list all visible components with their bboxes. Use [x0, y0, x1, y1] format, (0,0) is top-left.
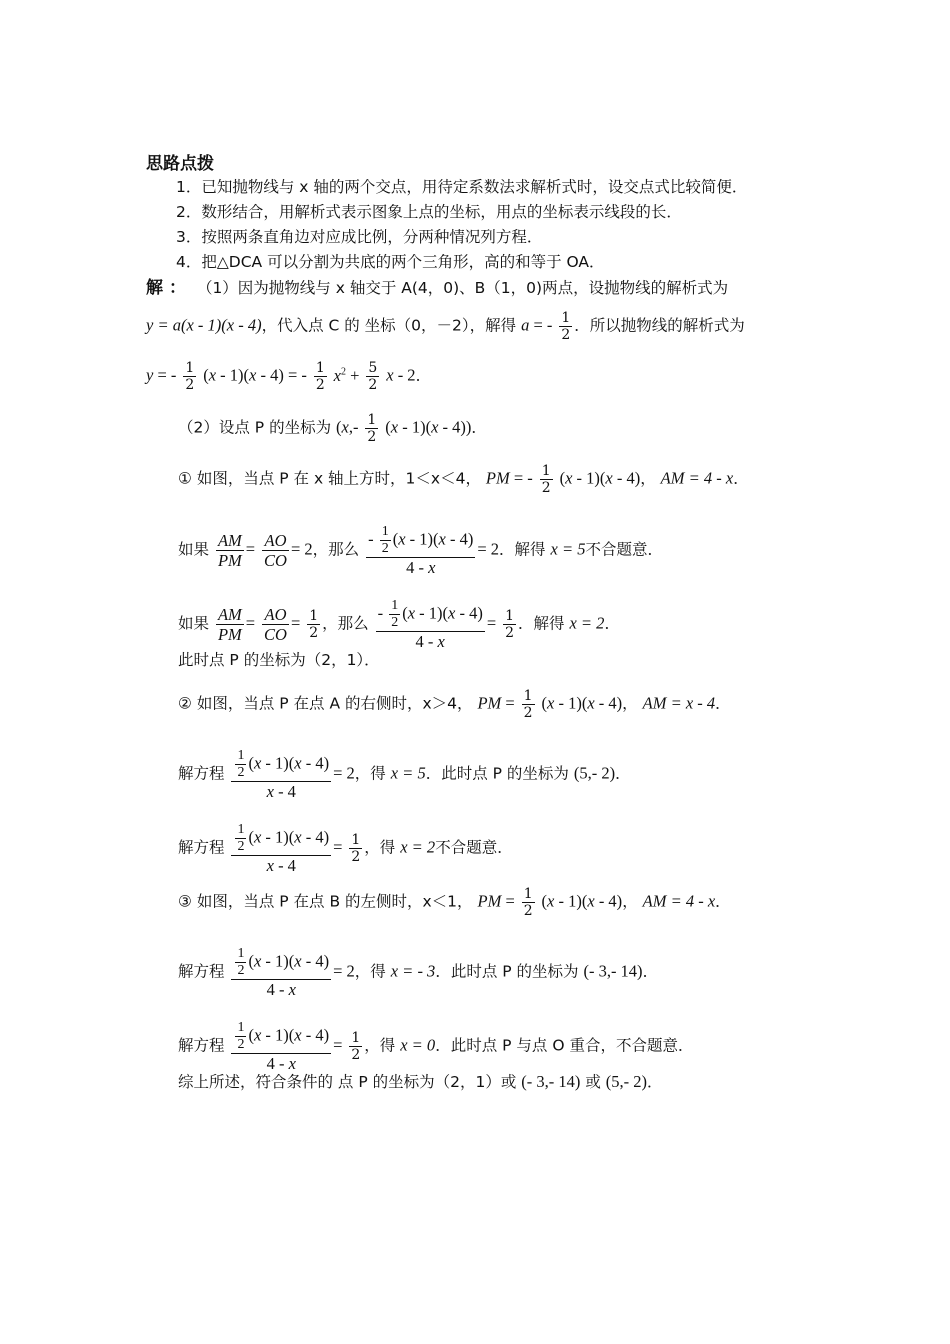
case2-intro: ② 如图，当点 P 在点 A 的右侧时，x＞4， PM = $\frac{1}{2}$ (x - 1)(x - 4)， AM = x - 4．	[178, 688, 731, 721]
case2-equation-b: 解方程 $\frac{1}{2}$ (x - 1)(x - 4) x - 4 = $\frac{1}{2}$ ，得 x = 2不合题意．	[178, 822, 513, 875]
case1-intro: ① 如图，当点 P 在 x 轴上方时，1＜x＜4， PM = - $\frac{1}{2}$ (x - 1)(x - 4)， AM = 4 - x．	[178, 463, 749, 496]
case3-equation-b: 解方程 $\frac{1}{2}$ (x - 1)(x - 4) 4 - x = $\frac{1}{2}$ ，得 x = 0．此时点 P 与点 O 重合，不合题意．	[178, 1020, 694, 1073]
case1-condition-a: 如果 $\frac{AM}{PM}$ = $\frac{AO}{CO}$ = 2，那么 - $\frac{1}{2}$ (x - 1)(x - 4) 4 - x = 2．解得 x = 5不合题意．	[178, 524, 663, 577]
hint-2: 2．数形结合，用解析式表示图象上点的坐标，用点的坐标表示线段的长．	[176, 203, 682, 221]
parabola-expression: y = - $\frac{1}{2}$ (x - 1)(x - 4) = - $\frac{1}{2}$ $x^2$ + $\frac{5}{2}$ x - 2．	[146, 360, 432, 393]
solution-part1-line1	[146, 278, 728, 298]
case1-condition-b: 如果 $\frac{AM}{PM}$ = $\frac{AO}{CO}$ = $\frac{1}{2}$ ，那么 - $\frac{1}{2}$ (x - 1)(x - 4) 4 - x = $\frac{1}{2}$ ．解得 x = 2．	[178, 598, 620, 651]
case1-point: 此时点 P 的坐标为（2，1）．	[178, 651, 380, 669]
part1-text: （1）因为抛物线与 x 轴交于 A(4，0)、B（1，0)两点，设抛物线的解析式为	[196, 279, 729, 297]
parabola-intercept-form: y = a(x - 1)(x - 4)	[146, 315, 262, 335]
solution-part1-line2: y = a(x - 1)(x - 4)，代入点 C 的 坐标（0，－2），解得 a = - $\frac{1}{2}$ ．所以抛物线的解析式为	[146, 310, 745, 343]
hint-3: 3．按照两条直角边对应成比例，分两种情况列方程．	[176, 228, 543, 246]
part2-line: （2）设点 P 的坐标为 (x,- $\frac{1}{2}$ (x - 1)(x - 4))．	[178, 412, 487, 445]
conclusion: 综上所述，符合条件的 点 P 的坐标为（2，1）或 (- 3,- 14) 或 (5,- 2)．	[178, 1072, 663, 1091]
hint-1: 1．已知抛物线与 x 轴的两个交点，用待定系数法求解析式时，设交点式比较简便．	[176, 178, 748, 196]
hint-4: 4．把△DCA 可以分割为共底的两个三角形，高的和等于 OA．	[176, 253, 605, 271]
coefficient-a-fraction: $\frac{1}{2}$	[561, 310, 571, 343]
case3-equation-a: 解方程 $\frac{1}{2}$ (x - 1)(x - 4) 4 - x = 2，得 x = - 3．此时点 P 的坐标为 (- 3,- 14)．	[178, 946, 659, 999]
section-heading: 思路点拨	[146, 154, 214, 174]
solution-label: 解：	[146, 278, 192, 298]
case2-equation-a: 解方程 $\frac{1}{2}$ (x - 1)(x - 4) x - 4 = 2，得 x = 5．此时点 P 的坐标为 (5,- 2)．	[178, 748, 631, 801]
case3-intro: ③ 如图，当点 P 在点 B 的左侧时，x＜1， PM = $\frac{1}{2}$ (x - 1)(x - 4)， AM = 4 - x．	[178, 886, 731, 919]
